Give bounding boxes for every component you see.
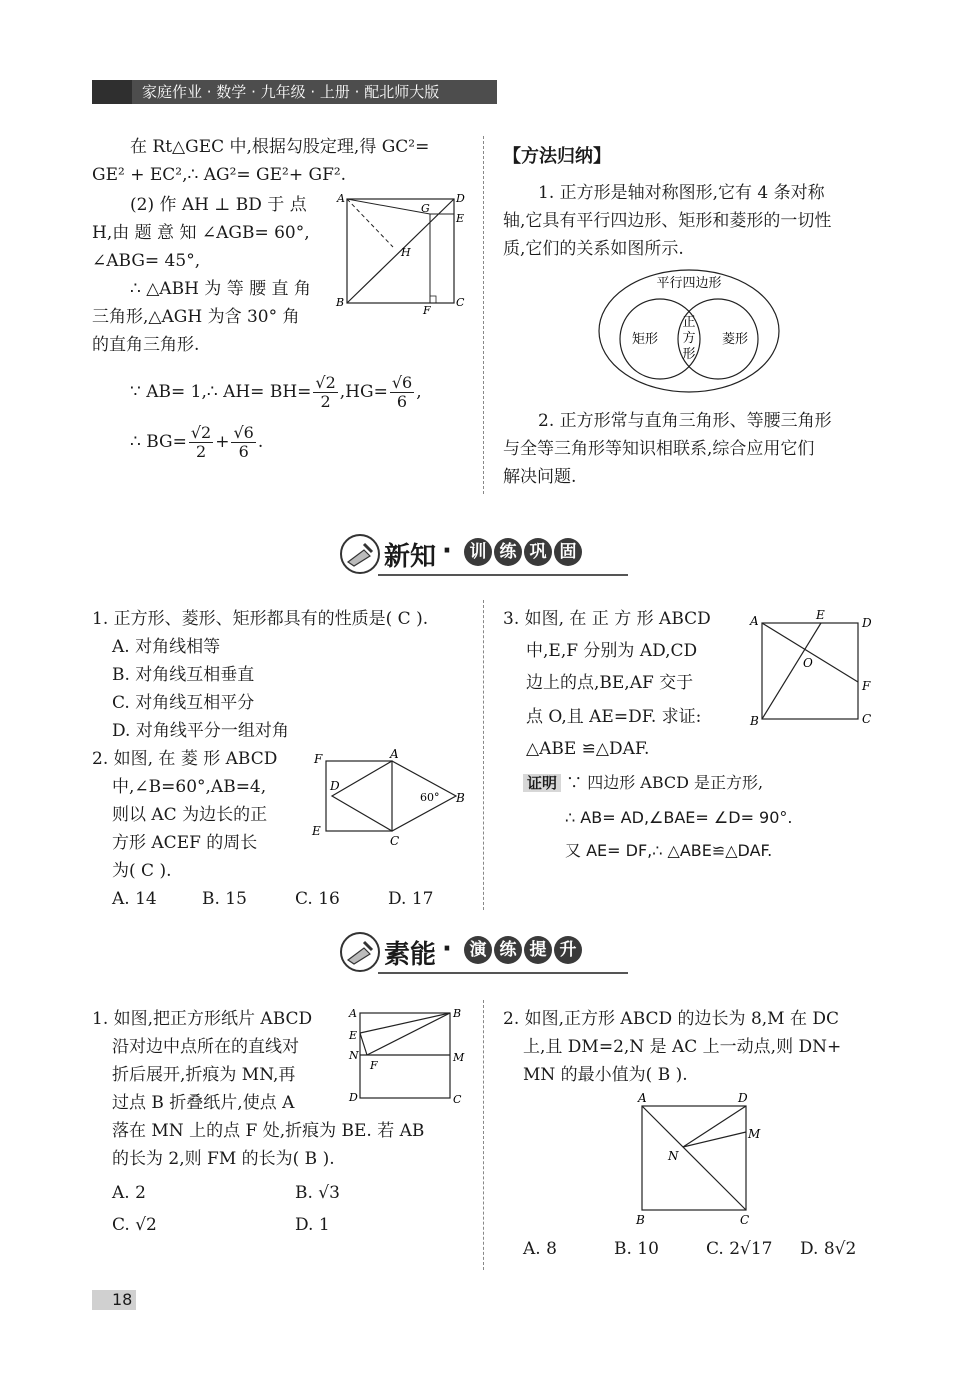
s1q3-proof-line-1 [523,772,763,794]
header-title: 家庭作业 · 数学 · 九年级 · 上册 · 配北师大版 [142,83,440,101]
s2q1-option-d: D. 1 [295,1215,330,1235]
s2q2-line-1: 2. 如图,正方形 ABCD 的边长为 8,M 在 DC [503,1009,840,1029]
fraction-den: 6 [238,442,249,461]
fraction-sqrt2-over-2 [313,374,337,411]
venn-center-2: 方 [682,331,696,346]
section-1-title: 新知 [384,542,437,572]
label-B: B [456,791,465,805]
label-G: G [421,202,430,215]
venn-center-1: 正 [682,315,696,330]
s1q2-option-a: A. 14 [112,889,157,909]
label-C: C [862,712,872,726]
label-C: C [456,296,465,309]
method-p2-l2: 与全等三角形等知识相联系,综合应用它们 [503,439,815,459]
section-2-dot: · [442,934,452,964]
venn-left-label: 矩形 [631,332,659,347]
s2q2-option-d: D. 8√2 [800,1239,857,1259]
method-p2-l1: 2. 正方形常与直角三角形、等腰三角形 [538,411,832,431]
label-B: B [750,714,759,727]
page-number: 18 [112,1290,133,1309]
s1q1-stem: 1. 正方形、菱形、矩形都具有的性质是( C ). [92,609,429,629]
label-B: B [636,1213,645,1227]
s1q3-line-4: 点 O,且 AE=DF. 求证: [526,707,702,727]
s1q3-line-2: 中,E,F 分别为 AD,CD [526,641,698,661]
label-D: D [862,616,872,630]
proof-line-9c: , [416,382,422,402]
label-N: N [668,1149,679,1163]
s2q1-line-1: 1. 如图,把正方形纸片 ABCD [92,1009,313,1029]
venn-center-3: 形 [682,347,696,362]
s1q3-proof-line-2: ∴ AB= AD,∠BAE= ∠D= 90°. [565,808,793,827]
banner-underline [378,972,628,974]
venn-right-label: 菱形 [721,332,749,347]
s2q1-option-b: B. √3 [295,1183,340,1203]
label-D: D [330,779,340,793]
s2q1-line-2: 沿对边中点所在的直线对 [112,1037,299,1057]
method-title: 【方法归纳】 [503,146,611,167]
label-F: F [862,679,871,693]
pencil-book-icon [338,930,382,974]
s1q1-option-a: A. 对角线相等 [112,637,221,657]
section-1-dot: · [442,536,452,566]
fraction-num: √2 [315,373,336,392]
proof-text-1: ∵ 四边形 ABCD 是正方形, [566,773,764,792]
section-2-char: 练 [494,936,522,964]
fraction-num: √6 [391,373,413,392]
label-B: B [453,1007,462,1020]
label-N: N [349,1049,359,1062]
label-F: F [370,1059,378,1072]
period: . [257,432,264,452]
s1q2-line-4: 方形 ACEF 的周长 [112,833,258,853]
s1q2-line-1: 2. 如图, 在 菱 形 ABCD [92,749,278,769]
s2q1-line-4: 过点 B 折叠纸片,使点 A [112,1093,295,1113]
s2q2-option-a: A. 8 [523,1239,557,1259]
proof-line-8: 的直角三角形. [92,335,200,355]
angle-label: 60° [420,791,440,804]
square-figure-1 [333,190,473,315]
s1q2-line-2: 中,∠B=60°,AB=4, [112,777,267,797]
fraction-den: 6 [396,392,408,411]
section-2-chars [464,936,584,964]
label-B: B [336,296,345,309]
label-C: C [390,834,400,848]
banner-underline [378,574,628,576]
s2q2-option-c: C. 2√17 [706,1239,773,1259]
s2q2-line-3: MN 的最小值为( B ). [523,1065,688,1085]
proof-line-3: (2) 作 AH ⊥ BD 于 点 [130,195,307,215]
s1q2-option-b: B. 15 [202,889,247,909]
s2q1-option-c: C. √2 [112,1215,157,1235]
section-2-char: 提 [524,936,552,964]
s1q1-option-b: B. 对角线互相垂直 [112,665,255,685]
method-p1-l3: 质,它们的关系如图所示. [503,239,684,259]
proof-badge: 证明 [523,774,561,792]
proof-line-9b: ,HG= [339,382,388,402]
proof-line-9a: ∵ AB= 1,∴ AH= BH= [130,382,312,402]
label-D: D [456,192,465,205]
section-2-title: 素能 [384,940,437,970]
proof-line-10 [130,420,263,464]
s2q1-option-a: A. 2 [112,1183,146,1203]
section-2-char: 演 [464,936,492,964]
label-D: D [738,1091,748,1105]
section-banner-1 [338,530,628,580]
section-1-char: 练 [494,538,522,566]
proof-line-7: 三角形,△AGH 为含 30° 角 [92,307,300,327]
s1q2-line-3: 则以 AC 为边长的正 [112,805,268,825]
label-E: E [349,1029,358,1042]
label-M: M [453,1051,465,1064]
pencil-book-icon [338,532,382,576]
section-2-char: 升 [554,936,582,964]
section-1-char: 巩 [524,538,552,566]
label-D: D [349,1091,358,1104]
section-1-char: 训 [464,538,492,566]
s2q1-line-3: 折后展开,折痕为 MN,再 [112,1065,296,1085]
method-p2-l3: 解决问题. [503,467,577,487]
proof-line-1: 在 Rt△GEC 中,根据勾股定理,得 GC²= [130,137,430,157]
label-A: A [390,747,399,761]
fraction-den: 2 [195,442,207,461]
label-A: A [750,614,759,628]
header-slashes [92,80,132,104]
proof-line-4: H,由 题 意 知 ∠AGB= 60°, [92,223,310,243]
s1q3-line-5: △ABE ≌△DAF. [526,739,650,759]
square-figure-min-path [630,1090,770,1230]
label-M: M [748,1127,761,1141]
section-1-char: 固 [554,538,582,566]
fraction-num: √6 [233,423,254,442]
column-divider-bottom [483,1000,484,1270]
s2q2-line-2: 上,且 DM=2,N 是 AC 上一动点,则 DN+ [523,1037,842,1057]
proof-line-9 [130,370,422,414]
fraction-num: √2 [190,423,212,442]
s1q1-option-d: D. 对角线平分一组对角 [112,721,289,741]
column-divider-middle [483,600,484,910]
label-A: A [638,1091,647,1105]
rhombus-figure [310,745,470,850]
square-figure-3 [748,605,876,727]
label-A: A [349,1007,357,1020]
column-divider-top [483,136,484,494]
label-F: F [314,752,323,766]
s2q1-line-5: 落在 MN 上的点 F 处,折痕为 BE. 若 AB [112,1121,425,1141]
label-A: A [337,192,345,205]
fraction-sqrt2-over-2 [189,424,213,461]
label-F: F [423,304,431,315]
label-C: C [453,1093,462,1106]
proof-line-5: ∠ABG= 45°, [92,251,201,271]
s1q2-line-5: 为( C ). [112,861,172,881]
s1q1-option-c: C. 对角线互相平分 [112,693,255,713]
venn-outer-label: 平行四边形 [656,276,722,291]
method-p1-l1: 1. 正方形是轴对称图形,它有 4 条对称 [538,183,825,203]
label-E: E [456,212,465,225]
s1q3-line-1: 3. 如图, 在 正 方 形 ABCD [503,609,711,629]
s1q3-proof-line-3: 又 AE= DF,∴ △ABE≌△DAF. [565,841,773,860]
s1q2-option-c: C. 16 [295,889,340,909]
plus-sign: + [215,432,230,452]
s2q2-option-b: B. 10 [614,1239,659,1259]
proof-line-10a: ∴ BG= [130,432,187,452]
label-E: E [816,608,825,622]
method-p1-l2: 轴,它具有平行四边形、矩形和菱形的一切性 [503,211,832,231]
s1q2-option-d: D. 17 [388,889,434,909]
venn-diagram [597,268,781,394]
fold-square-figure [343,1003,468,1108]
proof-line-6: ∴ △ABH 为 等 腰 直 角 [130,279,311,299]
label-C: C [740,1213,750,1227]
section-1-chars [464,538,584,566]
label-E: E [312,824,321,838]
proof-line-2: GE² + EC²,∴ AG²= GE²+ GF². [92,165,347,185]
fraction-den: 2 [320,392,331,411]
section-banner-2 [338,928,628,978]
fraction-sqrt6-over-6 [231,424,255,461]
fraction-sqrt6-over-6 [390,374,414,411]
label-O: O [803,656,813,670]
label-H: H [401,246,411,259]
s2q1-line-6: 的长为 2,则 FM 的长为( B ). [112,1149,335,1169]
s1q3-line-3: 边上的点,BE,AF 交于 [526,673,694,693]
